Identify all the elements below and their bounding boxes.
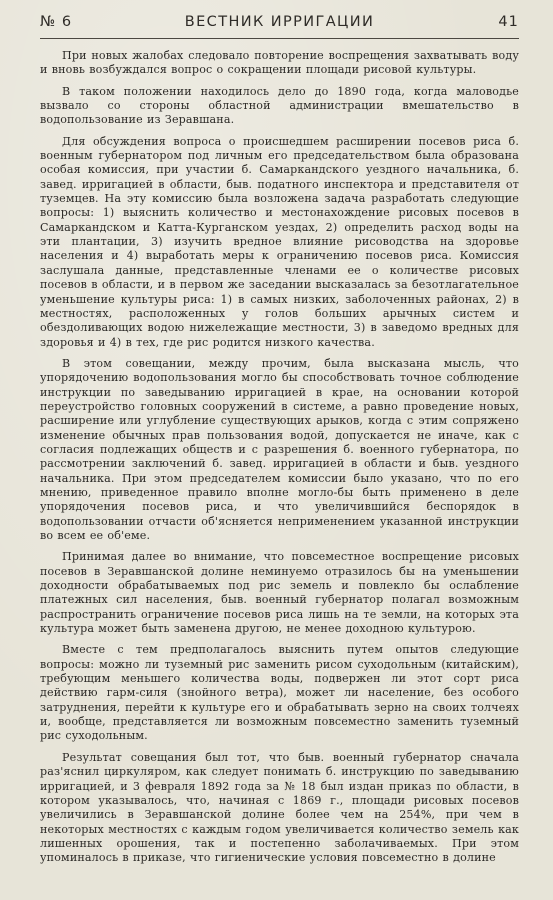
paragraph-7: Результат совещания был тот, что быв. военный губернатор сначала раз'яснил циркуляром, как следует понимать б. инструкцию по заведыванию ирригацией, и 3 февраля 1892 года за № 18 был издан приказ по области, в котором указывалось, что, начиная с 1869 г., площади рисовых посевов увеличились в Зеравшанской долине более чем на 254%, при чем в некоторых местностях с каждым годом увеличивается количество земель как лишенных орошения, так и постепенно заболачиваемых. При этом упоминалось в приказе, что гигиенические условия повсеместно в долине [40,750,519,865]
paragraph-3: Для обсуждения вопроса о происшедшем расширении посевов риса б. военным губернатором под личным его председательством была образована особая комиссия, при участии б. Самаркандского уездного начальника, б. завед. ирригацией в области, быв. податного инспектора и представителя от туземцев. На эту комиссию была возложена задача разработать следующие вопросы: 1) выяснить количество и местонахождение рисовых посевов в Самаркандском и Катта-Курганском уездах, 2) определить расход воды на эти плантации, 3) изучить вредное влияние рисоводства на здоровье населения и 4) выработать меры к ограничению посевов риса. Комиссия заслушала данные, представленные членами ее о количестве рисовых посевов в области, и в первом же заседании высказалась за безотлагательное уменьшение культуры риса: 1) в самых низких, заболоченных районах, 2) в местностях, расположенных у голов больших арычных систем и обездоливающих водою нижележащие местности, 3) в заведомо вредных для здоровья и 4) в тех, где рис родится низкого качества. [40,134,519,349]
journal-title: ВЕСТНИК ИРРИГАЦИИ [184,14,375,30]
paragraph-4: В этом совещании, между прочим, была высказана мысль, что упорядочению водопользования могло бы способствовать точное соблюдение инструкции по заведыванию ирригацией в крае, на основании которой переустройство головных сооружений в системе, а равно проведение новых, расширение или углубление существующих арыков, когда с этим сопряжено изменение обычных прав пользования водой, допускается не иначе, как с согласия подлежащих обществ и с разрешения б. военного губернатора, по рассмотрении заключений б. завед. ирригацией в области и быв. уездного начальника. При этом председателем комиссии было указано, что по его мнению, приведенное правило вполне могло-бы быть применено в деле упорядочения посевов риса, и что увеличившийся беспорядок в водопользовании отчасти об'ясняется неприменением указанной инструкции во всем ее об'еме. [40,356,519,542]
paragraph-1: При новых жалобах следовало повторение воспрещения захватывать воду и вновь возбуждался вопрос о сокращении площади рисовой культуры. [40,49,519,77]
paragraph-2: В таком положении находилось дело до 1890 года, когда маловодье вызвало со стороны областной администрации вмешательство в водопользование из Зеравшана. [40,84,519,127]
article-body [40,49,519,866]
page-number: 41 [498,14,519,30]
paragraph-6: Вместе с тем предполагалось выяснить путем опытов следующие вопросы: можно ли туземный рис заменить рисом суходольным (китайским), требующим меньшего количества воды, подвержен ли этот сорт риса действию гарм-силя (знойного ветра), может ли население, без особого затруднения, перейти к культуре его и обрабатывать зерно на своих толчеях и, вообще, представляется ли возможным повсеместно заменить туземный рис суходольным. [40,643,519,743]
issue-number: № 6 [40,14,73,30]
paragraph-5: Принимая далее во внимание, что повсеместное воспрещение рисовых посевов в Зеравшанской долине неминуемо отразилось бы на уменьшении доходности обрабатываемых под рис земель и повлекло бы ослабление платежных сил населения, быв. военный губернатор полагал возможным распространить ограничение посевов риса лишь на те земли, на которых эта культура может быть заменена другою, не менее доходною культурою. [40,550,519,636]
header-rule [40,38,519,39]
running-header [40,14,519,36]
